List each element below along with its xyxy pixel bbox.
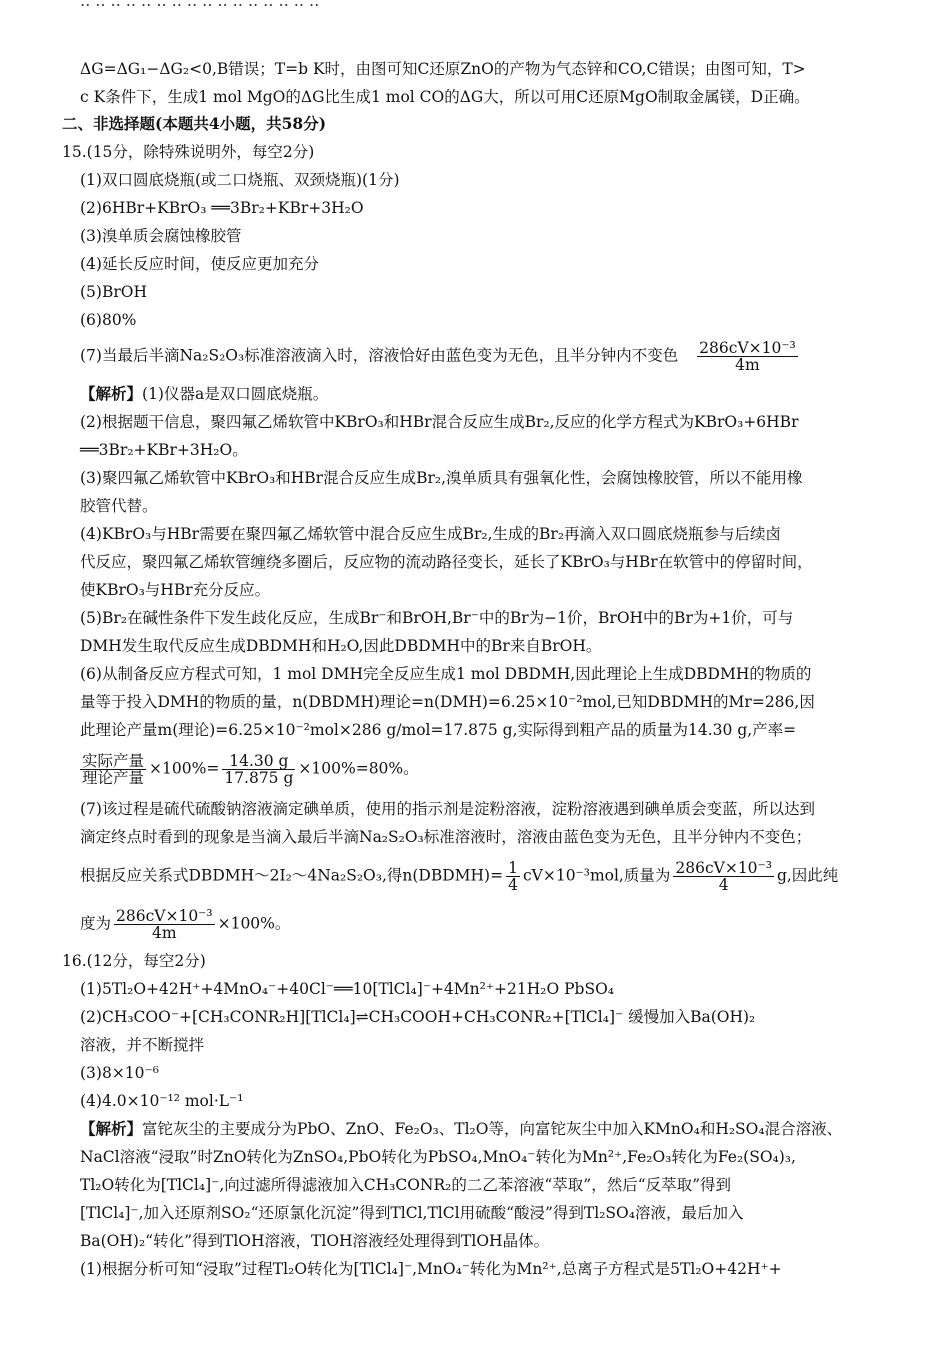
q15-analysis-5a: (5)Br₂在碱性条件下发生歧化反应，生成Br⁻和BrOH,Br⁻中的Br为−1价，BrOH中的Br为+1价，可与 [80, 609, 794, 627]
q15-analysis-4a: (4)KBrO₃与HBr需要在聚四氟乙烯软管中混合反应生成Br₂,生成的Br₂再滴入双口圆底烧瓶参与后续卤 [80, 525, 782, 543]
q15-analysis-5b: DMH发生取代反应生成DBDMH和H₂O,因此DBDMH中的Br来自BrOH。 [80, 637, 602, 655]
q16-answer-4: (4)4.0×10⁻¹² mol·L⁻¹ [80, 1092, 244, 1110]
yield-fraction-values [222, 753, 295, 786]
q16-header: 16.(12分，每空2分) [62, 952, 206, 970]
quarter-fraction [506, 860, 520, 893]
q15-analysis-7b: 滴定终点时看到的现象是当滴入最后半滴Na₂S₂O₃标准溶液时，溶液由蓝色变为无色，且半分钟内不变色； [80, 828, 812, 846]
q16-answer-1: (1)5Tl₂O+42H⁺+4MnO₄⁻+40Cl⁻══10[TlCl₄]⁻+4Mn²⁺+21H₂O PbSO₄ [80, 980, 615, 998]
q16-analysis-1c: Tl₂O转化为[TlCl₄]⁻,向过滤所得滤液加入CH₃CONR₂的二乙苯溶液“萃取”，然后“反萃取”得到 [80, 1176, 732, 1194]
purity-fraction [114, 908, 215, 941]
q15-answer-2: (2)6HBr+KBrO₃ ══3Br₂+KBr+3H₂O [80, 199, 364, 217]
q15-header: 15.(15分，除特殊说明外，每空2分) [62, 143, 315, 161]
fraction-numerator: 1 [508, 859, 518, 877]
analysis-tag: 【解析】 [80, 385, 143, 403]
fraction-denominator: 4m [735, 356, 760, 374]
q15-analysis-7c [80, 860, 898, 893]
analysis-text: (1)仪器a是双口圆底烧瓶。 [142, 385, 329, 403]
q15-analysis-6c: 此理论产量m(理论)=6.25×10⁻²mol×286 g/mol=17.875 g,实际得到粗产品的质量为14.30 g,产率= [80, 721, 797, 739]
q15-analysis-1 [80, 383, 898, 405]
q16-analysis-1a [80, 1118, 898, 1140]
q15-analysis-6b: 量等于投入DMH的物质的量，n(DBDMH)理论=n(DMH)=6.25×10⁻²mol,已知DBDMH的Mr=286,因 [80, 693, 815, 711]
analysis-tag: 【解析】 [80, 1120, 143, 1138]
q16-analysis-1b: NaCl溶液“浸取”时ZnO转化为ZnSO₄,PbO转化为PbSO₄,MnO₄⁻转化为Mn²⁺,Fe₂O₃转化为Fe₂(SO₄)₃, [80, 1148, 796, 1166]
fraction-numerator: 14.30 g [222, 753, 295, 770]
fraction-numerator: 实际产量 [82, 752, 145, 770]
q15-analysis-3a: (3)聚四氟乙烯软管中KBrO₃和HBr混合反应生成Br₂,溴单质具有强氧化性，会腐蚀橡胶管，所以不能用橡 [80, 469, 803, 487]
purity-end: ×100%。 [217, 914, 291, 933]
yield-fraction-words [80, 753, 146, 786]
relation-mid: cV×10⁻³mol,质量为 [522, 866, 671, 885]
q15-analysis-2b: ══3Br₂+KBr+3H₂O。 [80, 441, 248, 459]
q15-analysis-4b: 代反应，聚四氟乙烯软管缠绕多圈后，反应物的流动路径变长，延长了KBrO₃与HBr在软管中的停留时间， [80, 553, 813, 571]
q16-answer-3: (3)8×10⁻⁶ [80, 1064, 159, 1082]
q15-answer-5: (5)BrOH [80, 283, 147, 301]
q15-answer-4: (4)延长反应时间，使反应更加充分 [80, 255, 319, 273]
fraction-denominator: 4 [508, 876, 518, 894]
prev-answer-line-2: c K条件下，生成1 mol MgO的ΔG比生成1 mol CO的ΔG大，所以可用C还原MgO制取金属镁，D正确。 [80, 88, 810, 106]
q15-analysis-6d [80, 753, 898, 786]
q15-analysis-2a: (2)根据题干信息，聚四氟乙烯软管中KBrO₃和HBr混合反应生成Br₂,反应的化学方程式为KBrO₃+6HBr [80, 413, 799, 431]
relation-text: 根据反应关系式DBDMH～2I₂～4Na₂S₂O₃,得n(DBDMH)= [80, 866, 504, 885]
purity-pre: 度为 [80, 914, 112, 933]
q15-analysis-3b: 胶管代替。 [80, 497, 158, 515]
q15-analysis-7a: (7)该过程是硫代硫酸钠溶液滴定碘单质，使用的指示剂是淀粉溶液，淀粉溶液遇到碘单质会变蓝，所以达到 [80, 800, 815, 818]
q15-answer-1: (1)双口圆底烧瓶(或二口烧瓶、双颈烧瓶)(1分) [80, 171, 400, 189]
q16-answer-2b: 溶液，并不断搅拌 [80, 1036, 205, 1054]
fraction-numerator: 286cV×10⁻³ [699, 339, 796, 357]
q15-answer-7-text: (7)当最后半滴Na₂S₂O₃标准溶液滴入时，溶液恰好由蓝色变为无色，且半分钟内不变色 [80, 346, 679, 365]
fraction-numerator: 286cV×10⁻³ [116, 907, 213, 925]
q15-analysis-4c: 使KBrO₃与HBr充分反应。 [80, 581, 271, 599]
fraction-denominator: 4m [152, 924, 177, 942]
q16-analysis-2: (1)根据分析可知“浸取”过程Tl₂O转化为[TlCl₄]⁻,MnO₄⁻转化为Mn²⁺,总离子方程式是5Tl₂O+42H⁺+ [80, 1260, 782, 1278]
fraction-denominator: 理论产量 [82, 769, 145, 787]
q15-analysis-6a: (6)从制备反应方程式可知，1 mol DMH完全反应生成1 mol DBDMH,因此理论上生成DBDMH的物质的 [80, 665, 812, 683]
yield-end: ×100%=80%。 [298, 759, 419, 778]
q15-answer-6: (6)80% [80, 311, 137, 329]
cropped-top-line: ‥ ‥ ‥ ‥ ‥ ‥ ‥ ‥ ‥ ‥ ‥ ‥ ‥ ‥ ‥ ‥ [80, 0, 320, 10]
section-title: 二、非选择题(本题共4小题，共58分) [62, 114, 327, 133]
q16-analysis-1e: Ba(OH)₂“转化”得到TlOH溶液，TlOH溶液经处理得到TlOH晶体。 [80, 1232, 550, 1250]
fraction-denominator: 4 [718, 876, 729, 894]
fraction-numerator: 286cV×10⁻³ [675, 859, 772, 877]
q15-answer-7 [80, 340, 898, 373]
q15-answer-7-fraction [697, 340, 798, 373]
q16-analysis-1d: [TlCl₄]⁻,加入还原剂SO₂“还原氯化沉淀”得到TlCl,TlCl用硫酸“酸浸”得到Tl₂SO₄溶液，最后加入 [80, 1204, 744, 1222]
yield-mid: ×100%= [149, 759, 220, 778]
fraction-denominator: 17.875 g [224, 769, 294, 787]
q16-answer-2a: (2)CH₃COO⁻+[CH₃CONR₂H][TlCl₄]⇌CH₃COOH+CH₃CONR₂+[TlCl₄]⁻ 缓慢加入Ba(OH)₂ [80, 1008, 756, 1026]
analysis-text: 富铊灰尘的主要成分为PbO、ZnO、Fe₂O₃、Tl₂O等，向富铊灰尘中加入KMnO₄和H₂SO₄混合溶液、 [142, 1120, 843, 1138]
q15-analysis-7d [80, 908, 898, 941]
q15-answer-3: (3)溴单质会腐蚀橡胶管 [80, 227, 242, 245]
mass-fraction [673, 860, 774, 893]
prev-answer-line-1: ΔG=ΔG₁−ΔG₂<0,B错误；T=b K时，由图可知C还原ZnO的产物为气态锌和CO,C错误；由图可知，T> [80, 60, 806, 78]
relation-end: g,因此纯 [776, 866, 839, 885]
